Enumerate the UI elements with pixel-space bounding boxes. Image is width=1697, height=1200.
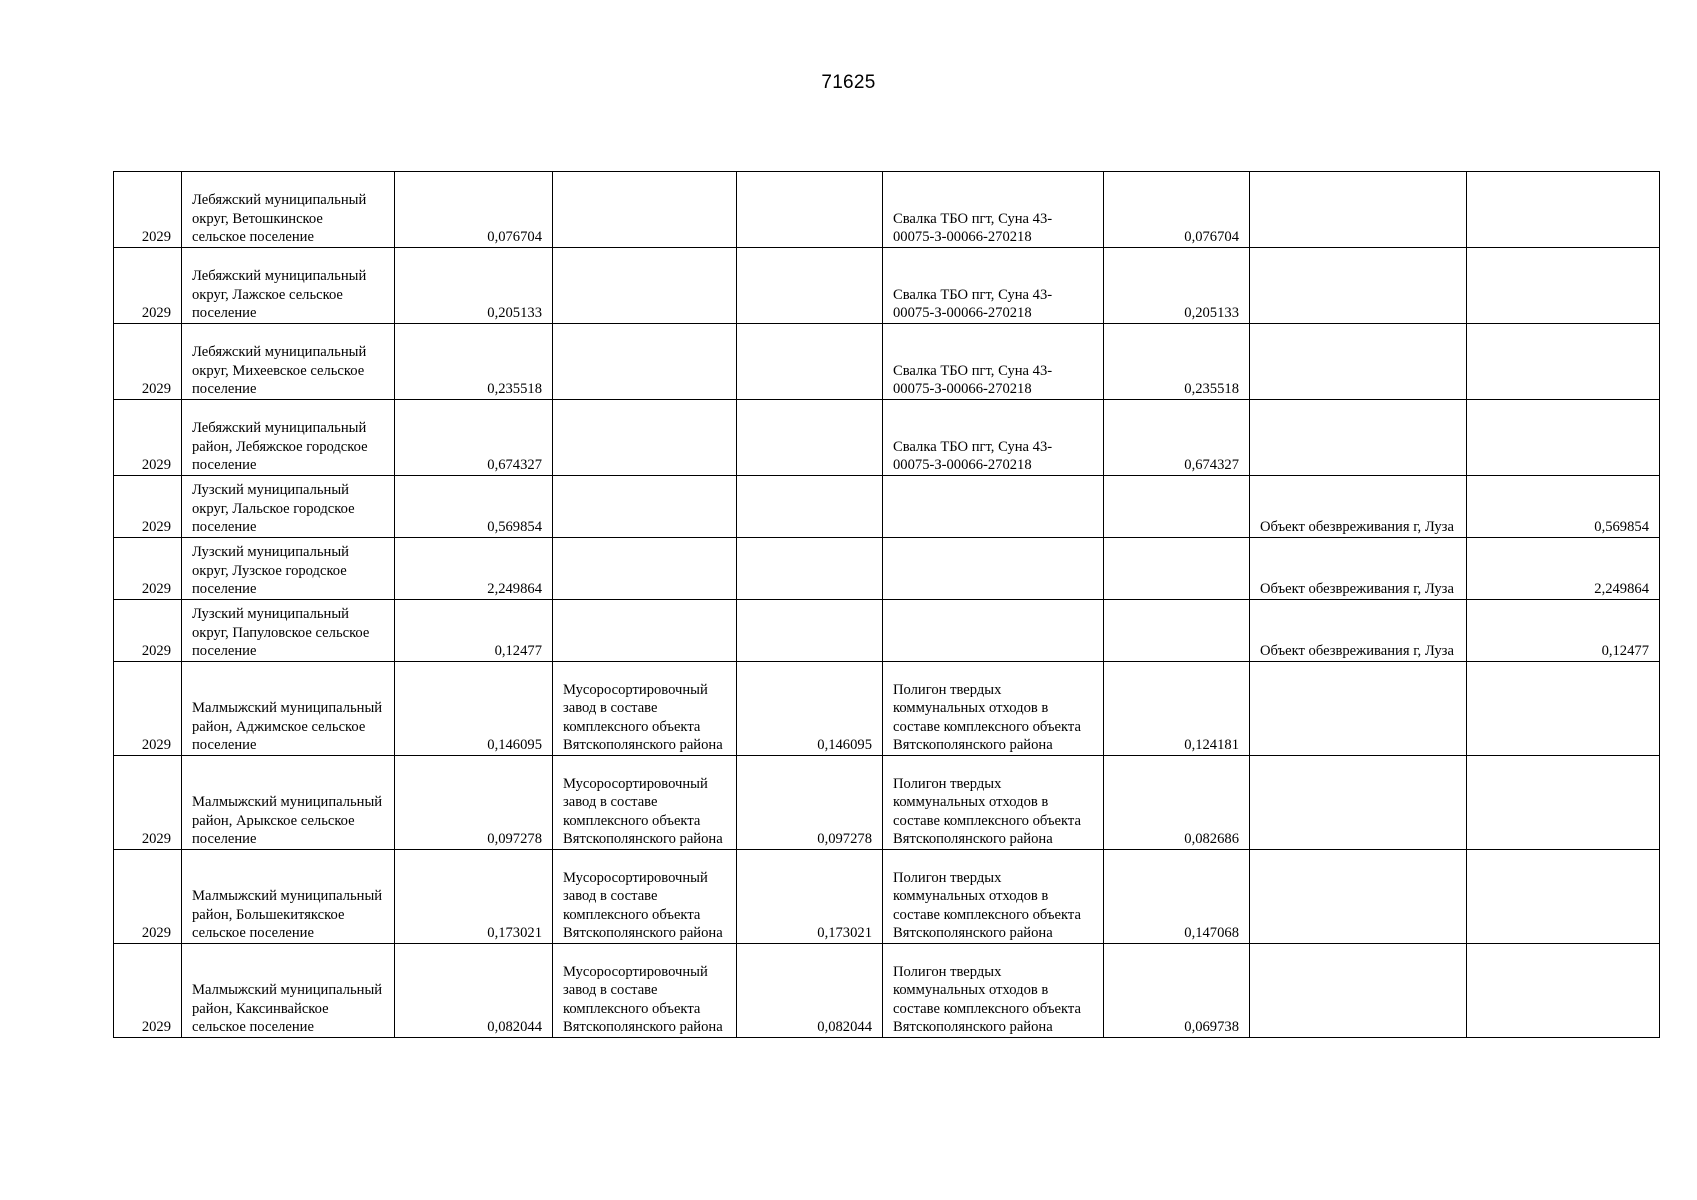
mass-cell: 0,082044 — [395, 944, 553, 1038]
sorting-facility-cell: Мусоросортировочный завод в составе комплексного объекта Вятскополянского района — [553, 850, 737, 944]
sorting-facility-cell — [553, 538, 737, 600]
neutralization-facility-cell — [1250, 662, 1467, 756]
sorting-mass-cell — [737, 324, 883, 400]
sorting-mass-cell — [737, 248, 883, 324]
neutralization-mass-cell — [1467, 172, 1660, 248]
mass-cell: 2,249864 — [395, 538, 553, 600]
sorting-facility-cell: Мусоросортировочный завод в составе комплексного объекта Вятскополянского района — [553, 944, 737, 1038]
table-row — [114, 850, 1660, 944]
disposal-facility-cell — [883, 600, 1104, 662]
neutralization-facility-cell — [1250, 248, 1467, 324]
table-row — [114, 476, 1660, 538]
disposal-mass-cell: 0,674327 — [1104, 400, 1250, 476]
sorting-facility-cell — [553, 172, 737, 248]
table-row — [114, 538, 1660, 600]
table-row — [114, 400, 1660, 476]
table-row — [114, 600, 1660, 662]
sorting-mass-cell — [737, 476, 883, 538]
sorting-facility-cell — [553, 600, 737, 662]
disposal-mass-cell: 0,205133 — [1104, 248, 1250, 324]
table-row — [114, 944, 1660, 1038]
disposal-mass-cell: 0,082686 — [1104, 756, 1250, 850]
neutralization-mass-cell: 0,12477 — [1467, 600, 1660, 662]
disposal-facility-cell: Свалка ТБО пгт, Суна 43-00075-З-00066-270218 — [883, 248, 1104, 324]
disposal-mass-cell: 0,069738 — [1104, 944, 1250, 1038]
mass-cell: 0,173021 — [395, 850, 553, 944]
neutralization-mass-cell — [1467, 248, 1660, 324]
mass-cell: 0,205133 — [395, 248, 553, 324]
mass-cell: 0,146095 — [395, 662, 553, 756]
table-row — [114, 248, 1660, 324]
disposal-mass-cell: 0,076704 — [1104, 172, 1250, 248]
municipality-cell: Лебяжский муниципальный округ, Лажское сельское поселение — [182, 248, 395, 324]
table-body — [114, 172, 1660, 1038]
sorting-mass-cell: 0,173021 — [737, 850, 883, 944]
disposal-facility-cell — [883, 538, 1104, 600]
municipality-cell: Малмыжский муниципальный район, Арыкское сельское поселение — [182, 756, 395, 850]
sorting-mass-cell: 0,082044 — [737, 944, 883, 1038]
table-row — [114, 172, 1660, 248]
municipality-cell: Лузский муниципальный округ, Папуловское сельское поселение — [182, 600, 395, 662]
disposal-facility-cell — [883, 476, 1104, 538]
waste-flow-table — [113, 171, 1660, 1038]
neutralization-mass-cell — [1467, 662, 1660, 756]
municipality-cell: Лебяжский муниципальный округ, Михеевское сельское поселение — [182, 324, 395, 400]
neutralization-mass-cell: 2,249864 — [1467, 538, 1660, 600]
municipality-cell: Лебяжский муниципальный округ, Ветошкинское сельское поселение — [182, 172, 395, 248]
disposal-facility-cell: Свалка ТБО пгт, Суна 43-00075-З-00066-270218 — [883, 324, 1104, 400]
disposal-mass-cell — [1104, 538, 1250, 600]
year-cell: 2029 — [114, 662, 182, 756]
neutralization-mass-cell — [1467, 850, 1660, 944]
neutralization-facility-cell — [1250, 324, 1467, 400]
municipality-cell: Малмыжский муниципальный район, Аджимское сельское поселение — [182, 662, 395, 756]
sorting-mass-cell — [737, 172, 883, 248]
year-cell: 2029 — [114, 756, 182, 850]
sorting-facility-cell — [553, 324, 737, 400]
mass-cell: 0,235518 — [395, 324, 553, 400]
disposal-mass-cell: 0,124181 — [1104, 662, 1250, 756]
disposal-mass-cell: 0,147068 — [1104, 850, 1250, 944]
year-cell: 2029 — [114, 400, 182, 476]
year-cell: 2029 — [114, 538, 182, 600]
neutralization-facility-cell — [1250, 172, 1467, 248]
disposal-facility-cell: Полигон твердых коммунальных отходов в составе комплексного объекта Вятскополянского района — [883, 756, 1104, 850]
neutralization-facility-cell: Объект обезвреживания г, Луза — [1250, 476, 1467, 538]
neutralization-mass-cell — [1467, 324, 1660, 400]
year-cell: 2029 — [114, 850, 182, 944]
year-cell: 2029 — [114, 944, 182, 1038]
year-cell: 2029 — [114, 600, 182, 662]
neutralization-facility-cell — [1250, 944, 1467, 1038]
mass-cell: 0,674327 — [395, 400, 553, 476]
neutralization-facility-cell — [1250, 756, 1467, 850]
sorting-mass-cell — [737, 538, 883, 600]
municipality-cell: Малмыжский муниципальный район, Большекитякское сельское поселение — [182, 850, 395, 944]
neutralization-facility-cell: Объект обезвреживания г, Луза — [1250, 600, 1467, 662]
sorting-mass-cell — [737, 600, 883, 662]
sorting-facility-cell: Мусоросортировочный завод в составе комплексного объекта Вятскополянского района — [553, 756, 737, 850]
municipality-cell: Малмыжский муниципальный район, Каксинвайское сельское поселение — [182, 944, 395, 1038]
sorting-mass-cell — [737, 400, 883, 476]
sorting-mass-cell: 0,146095 — [737, 662, 883, 756]
table-row — [114, 662, 1660, 756]
neutralization-facility-cell — [1250, 850, 1467, 944]
mass-cell: 0,569854 — [395, 476, 553, 538]
neutralization-facility-cell: Объект обезвреживания г, Луза — [1250, 538, 1467, 600]
neutralization-mass-cell — [1467, 944, 1660, 1038]
page-number: 71625 — [821, 72, 876, 93]
municipality-cell: Лебяжский муниципальный район, Лебяжское городское поселение — [182, 400, 395, 476]
table-row — [114, 324, 1660, 400]
disposal-facility-cell: Свалка ТБО пгт, Суна 43-00075-З-00066-270218 — [883, 172, 1104, 248]
mass-cell: 0,097278 — [395, 756, 553, 850]
sorting-facility-cell — [553, 400, 737, 476]
disposal-mass-cell — [1104, 476, 1250, 538]
disposal-facility-cell: Полигон твердых коммунальных отходов в составе комплексного объекта Вятскополянского района — [883, 944, 1104, 1038]
disposal-facility-cell: Свалка ТБО пгт, Суна 43-00075-З-00066-270218 — [883, 400, 1104, 476]
neutralization-mass-cell — [1467, 400, 1660, 476]
neutralization-mass-cell — [1467, 756, 1660, 850]
sorting-mass-cell: 0,097278 — [737, 756, 883, 850]
year-cell: 2029 — [114, 476, 182, 538]
sorting-facility-cell — [553, 248, 737, 324]
disposal-facility-cell: Полигон твердых коммунальных отходов в составе комплексного объекта Вятскополянского района — [883, 850, 1104, 944]
year-cell: 2029 — [114, 324, 182, 400]
mass-cell: 0,076704 — [395, 172, 553, 248]
disposal-mass-cell: 0,235518 — [1104, 324, 1250, 400]
disposal-mass-cell — [1104, 600, 1250, 662]
mass-cell: 0,12477 — [395, 600, 553, 662]
table-row — [114, 756, 1660, 850]
disposal-facility-cell: Полигон твердых коммунальных отходов в составе комплексного объекта Вятскополянского района — [883, 662, 1104, 756]
year-cell: 2029 — [114, 172, 182, 248]
municipality-cell: Лузский муниципальный округ, Лальское городское поселение — [182, 476, 395, 538]
neutralization-mass-cell: 0,569854 — [1467, 476, 1660, 538]
neutralization-facility-cell — [1250, 400, 1467, 476]
municipality-cell: Лузский муниципальный округ, Лузское городское поселение — [182, 538, 395, 600]
sorting-facility-cell — [553, 476, 737, 538]
sorting-facility-cell: Мусоросортировочный завод в составе комплексного объекта Вятскополянского района — [553, 662, 737, 756]
year-cell: 2029 — [114, 248, 182, 324]
